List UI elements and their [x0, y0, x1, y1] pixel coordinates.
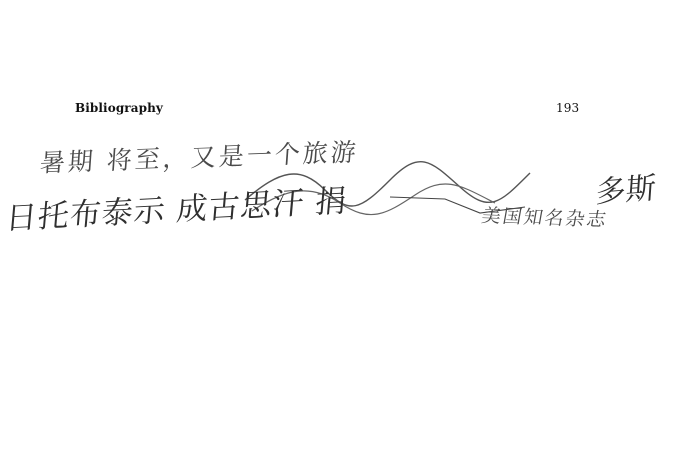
handwritten-line-2-end: 多斯	[594, 170, 657, 211]
handwritten-line-1: 暑期 将至，又是一个旅游	[38, 137, 360, 178]
handwritten-line-2: 日托布泰示 成古思汗 捐	[4, 182, 349, 238]
page-number: 193	[556, 101, 580, 115]
handwritten-note-small: 美国知名杂志	[479, 204, 610, 232]
running-head-title: Bibliography	[75, 101, 163, 115]
